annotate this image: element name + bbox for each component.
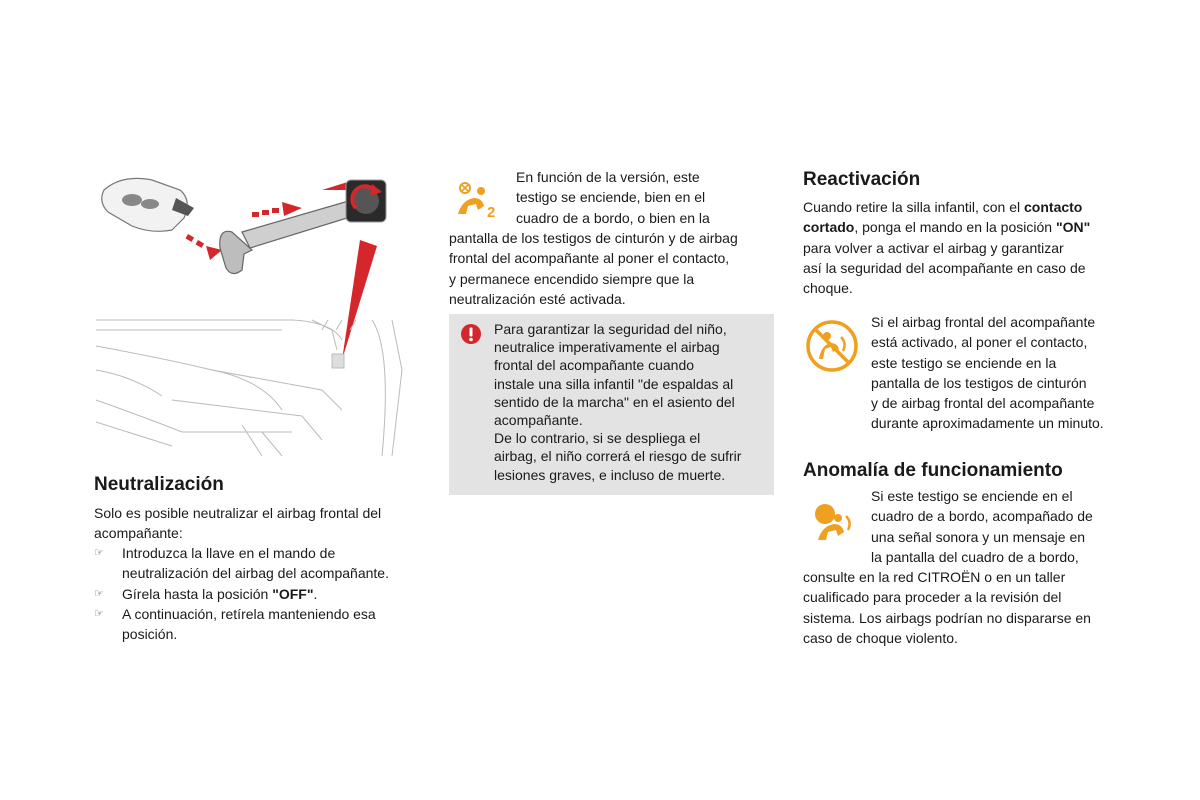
text-line: Cuando retire la silla infantil, con el contacto xyxy=(803,199,1083,215)
text-line: neutralice imperativamente el airbag xyxy=(494,339,720,356)
neutralization-steps xyxy=(94,543,434,653)
text-line: sistema. Los airbags podrían no dispararse en xyxy=(803,609,1091,626)
intro-line: Solo es posible neutralizar el airbag frontal del xyxy=(94,505,382,521)
step-item xyxy=(94,604,376,645)
text-line: consulte en la red CITROËN o en un taller xyxy=(803,569,1066,585)
text-line: así la seguridad del acompañante en caso de xyxy=(803,259,1086,276)
text-line: choque. xyxy=(803,280,853,297)
airbag-fault-warning-icon xyxy=(810,502,856,542)
text-line: cuadro de a bordo, o bien en la xyxy=(516,209,710,226)
hand-pointer-icon: ☞ xyxy=(94,607,104,620)
text-line: frontal del acompañante al poner el contacto, xyxy=(449,250,730,267)
text-line: para volver a activar el airbag y garantizar xyxy=(803,239,1064,256)
text-line: pantalla de los testigos de cinturón y de airbag xyxy=(449,230,738,246)
text-line: cortado, ponga el mando en la posición "ON" xyxy=(803,219,1091,236)
warning-text xyxy=(494,320,769,484)
heading-malfunction: Anomalía de funcionamiento xyxy=(803,460,1063,481)
child-seat-warning-box xyxy=(449,314,774,495)
reactivation-text xyxy=(803,197,1143,298)
key-neutralization-illustration xyxy=(92,170,412,460)
text-line: caso de choque violento. xyxy=(803,629,958,646)
text-line: lesiones graves, e incluso de muerte. xyxy=(494,466,726,483)
text-line: Para garantizar la seguridad del niño, xyxy=(494,321,727,337)
off-indicator-intro xyxy=(516,167,786,228)
text-line: acompañante. xyxy=(494,412,583,429)
neutralization-intro xyxy=(94,503,434,544)
text-line: la pantalla del cuadro de a bordo, xyxy=(871,548,1079,565)
text-line: frontal del acompañante cuando xyxy=(494,357,695,374)
step-line: posición. xyxy=(122,626,178,643)
text-line: pantalla de los testigos de cinturón xyxy=(871,374,1087,391)
svg-text:2: 2 xyxy=(487,204,496,220)
step-item xyxy=(94,584,317,604)
text-line: Si este testigo se enciende en el xyxy=(871,488,1073,504)
illustration-svg xyxy=(92,170,412,460)
text-line: este testigo se enciende en la xyxy=(871,354,1057,371)
airbag-passenger-on-warning-icon xyxy=(805,319,859,373)
airbag-passenger-off-warning-icon xyxy=(454,180,500,220)
off-indicator-text xyxy=(449,228,779,309)
text-line: cuadro de a bordo, acompañado de xyxy=(871,508,1093,525)
text-line: airbag, el niño correrá el riesgo de sufrir xyxy=(494,448,742,465)
text-line: y de airbag frontal del acompañante xyxy=(871,395,1095,412)
hand-pointer-icon: ☞ xyxy=(94,587,104,600)
key-fob-drawing xyxy=(102,178,194,231)
text-line: durante aproximadamente un minuto. xyxy=(871,415,1104,432)
heading-reactivation: Reactivación xyxy=(803,169,921,190)
step-line: Gírela hasta la posición "OFF". xyxy=(122,585,318,602)
text-line: De lo contrario, si se despliega el xyxy=(494,430,701,447)
malfunction-text xyxy=(803,567,1153,648)
step-line: Introduzca la llave en el mando de xyxy=(122,545,336,561)
text-line: testigo se enciende, bien en el xyxy=(516,189,706,206)
exclamation-warning-icon xyxy=(460,323,482,345)
text-line: una señal sonora y un mensaje en xyxy=(871,528,1086,545)
text-line: y permanece encendido siempre que la xyxy=(449,270,695,287)
dashboard-sketch xyxy=(96,320,402,456)
malfunction-text-indent xyxy=(871,486,1161,567)
step-item xyxy=(94,543,389,584)
intro-line: acompañante: xyxy=(94,525,183,542)
text-line: instale una silla infantil "de espaldas al xyxy=(494,375,734,392)
text-line: sentido de la marcha" en el asiento del xyxy=(494,393,735,410)
step-line: neutralización del airbag del acompañante. xyxy=(122,565,389,582)
text-line: cualificado para proceder a la revisión del xyxy=(803,589,1062,606)
airbag-switch-drawing xyxy=(346,180,386,222)
text-line: está activado, al poner el contacto, xyxy=(871,334,1088,351)
text-line: En función de la versión, este xyxy=(516,169,700,185)
text-line: neutralización esté activada. xyxy=(449,290,626,307)
heading-neutralization: Neutralización xyxy=(94,474,224,495)
pointer-triangle xyxy=(342,240,377,360)
on-indicator-text xyxy=(871,312,1161,434)
hand-pointer-icon: ☞ xyxy=(94,547,104,559)
text-line: Si el airbag frontal del acompañante xyxy=(871,314,1096,330)
step-line: A continuación, retírela manteniendo esa xyxy=(122,605,376,622)
